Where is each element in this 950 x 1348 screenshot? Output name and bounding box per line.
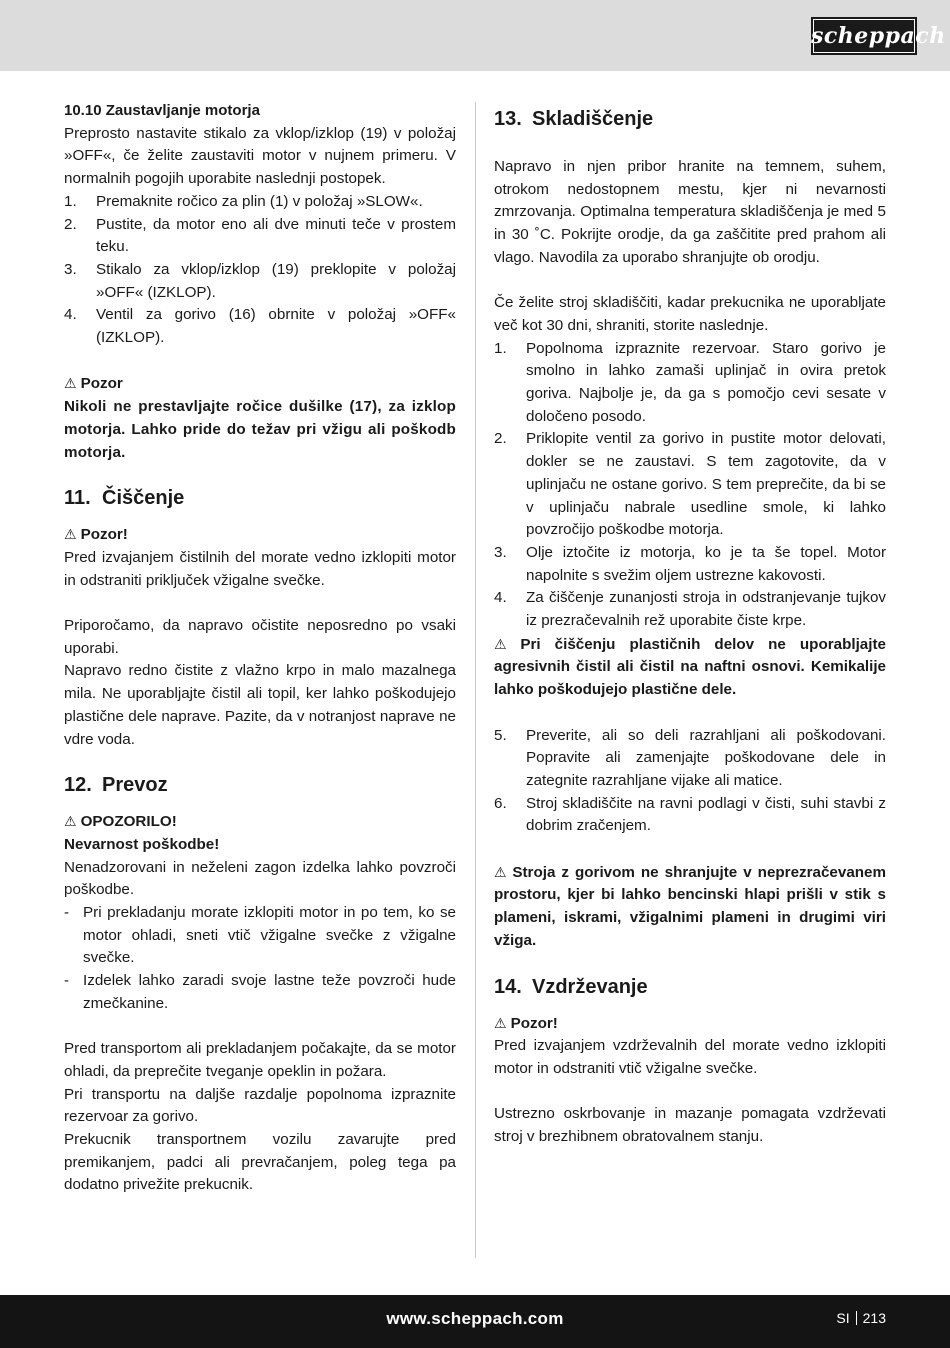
list-item xyxy=(494,793,886,838)
caution-heading xyxy=(64,372,456,396)
list-item xyxy=(494,587,886,632)
section-title: Skladiščenje xyxy=(532,108,654,130)
warning-heading xyxy=(64,810,456,834)
section-title: Vzdrževanje xyxy=(532,975,648,998)
brand-logo: scheppach xyxy=(811,17,917,55)
list-item xyxy=(64,304,456,349)
website-link[interactable]: www.scheppach.com xyxy=(386,1309,564,1328)
section-number: 14. xyxy=(494,975,522,998)
section-number: 12. xyxy=(64,774,92,797)
cleaning-paragraph-2: Napravo redno čistite z vlažno krpo in malo mazalnega mila. Ne uporabljajte čistil ali topil, ker lahko poškodujejo plastične dele naprave. Pazite, da v notranjost naprave ne vdre voda. xyxy=(64,662,456,748)
step-number: 2. xyxy=(494,430,507,448)
page-indicator xyxy=(836,1310,886,1326)
section-number: 11. xyxy=(64,487,91,510)
list-item xyxy=(64,259,456,304)
bullet-text: Pri prekladanju morate izklopiti motor in po tem, ko se motor ohladi, sneti vtič vžigalne svečke z vžigalne svečke. xyxy=(83,904,456,967)
warning-triangle-icon: ⚠ xyxy=(494,863,509,880)
warning-text: Pri čiščenju plastičnih delov ne uporabljajte agresivnih čistil ali čistil na naftni osnovi. Kemikalije lahko poškodujejo plastične dele. xyxy=(494,635,886,699)
list-item xyxy=(494,542,886,587)
bullet-dash: - xyxy=(64,972,70,990)
warning-triangle-icon: ⚠ xyxy=(494,1014,507,1031)
step-number: 1. xyxy=(494,339,507,357)
list-item xyxy=(64,191,456,214)
step-number: 6. xyxy=(494,794,507,812)
warning-triangle-icon: ⚠ xyxy=(64,526,77,543)
right-column xyxy=(494,106,886,1149)
step-number: 3. xyxy=(64,260,77,278)
list-item xyxy=(64,970,456,1015)
warning-title: OPOZORILO! xyxy=(80,813,177,831)
step-text: Stikalo za vklop/izklop (19) preklopite v položaj »OFF« (IZKLOP). xyxy=(96,260,456,301)
warning-text: Stroja z gorivom ne shranjujte v neprezračevanem prostoru, kjer bi lahko bencinski hlapi prišli v stik s plameni, iskrami, vžigalnimi plameni in drugimi viri vžiga. xyxy=(494,863,886,949)
storage-paragraph-2: Če želite stroj skladiščiti, kadar prekucnika ne uporabljate več kot 30 dni, shraniti, storite naslednje. xyxy=(494,294,886,334)
caution-heading xyxy=(494,1012,886,1036)
step-text: Ventil za gorivo (16) obrnite v položaj »OFF« (IZKLOP). xyxy=(96,306,456,347)
list-item xyxy=(494,725,886,793)
warning-triangle-icon: ⚠ xyxy=(64,813,77,830)
step-text: Za čiščenje zunanjosti stroja in odstranjevanje tujkov iz prezračevalnih rež uporabite čiste krpe. xyxy=(526,589,886,630)
fuel-storage-warning xyxy=(494,861,886,953)
step-number: 4. xyxy=(64,306,77,324)
step-number: 5. xyxy=(494,726,507,744)
step-number: 3. xyxy=(494,543,507,561)
section-10-10-title: 10.10 Zaustavljanje motorja xyxy=(64,102,260,119)
transport-paragraph-2: Pri transportu na daljše razdalje popolnoma izpraznite rezervoar za gorivo. xyxy=(64,1085,456,1126)
caution-title: Pozor xyxy=(80,375,123,393)
caution-heading xyxy=(64,523,456,547)
storage-paragraph-1: Napravo in njen pribor hranite na temnem, suhem, otrokom nedostopnem mestu, kjer ni nevarnosti zmrzovanja. Optimalna temperatura skladiščenja je med 5 in 30 ˚C. Pokrijte orodje, da ga zaščitite pred prahom ali vlago. Navodila za uporabo shranjujte ob orodju. xyxy=(494,158,886,266)
list-item xyxy=(494,428,886,542)
step-text: Preverite, ali so deli razrahljani ali poškodovani. Popravite ali zamenjajte poškodovane dele in zategnite razrahljane vijake ali matice. xyxy=(526,726,886,789)
list-item xyxy=(64,214,456,259)
left-column xyxy=(64,100,456,1197)
warning-triangle-icon: ⚠ xyxy=(494,635,517,652)
caution-text: Nikoli ne prestavljajte ročice dušilke (17), za izklop motorja. Lahko pride do težav pri vžigu ali poškodb motorja. xyxy=(64,398,456,461)
step-text: Priklopite ventil za gorivo in pustite motor delovati, dokler se ne zaustavi. S tem zagotovite, da v uplinjaču ne ostane gorivo. S tem preprečite, da bi se v uplinjaču nabrale usedline smole, ki lahko povzročijo poškodbe motorja. xyxy=(526,430,886,539)
storage-steps-list-2 xyxy=(494,725,886,839)
stop-steps-list xyxy=(64,191,456,350)
step-text: Stroj skladiščite na ravni podlagi v čisti, suhi stavbi z dobrim zračenjem. xyxy=(526,794,886,835)
step-text: Popolnoma izpraznite rezervoar. Staro gorivo je smolno in lahko zamaši uplinjač in ovira pretok goriva. Najbolje je, da ga s pomočjo cevi sesate v določeno posodo. xyxy=(526,339,886,425)
step-number: 4. xyxy=(494,589,507,607)
bullet-text: Izdelek lahko zaradi svoje lastne teže povzroči hude zmečkanine. xyxy=(83,972,456,1012)
section-10-10-intro: Preprosto nastavite stikalo za vklop/izklop (19) v položaj »OFF«, če želite zaustaviti motor v nujnem primeru. V normalnih pogojih uporabite naslednji postopek. xyxy=(64,124,456,188)
page-header xyxy=(0,0,950,71)
section-number: 13. xyxy=(494,108,522,130)
section-12-heading xyxy=(64,772,456,798)
list-item xyxy=(494,338,886,429)
column-divider xyxy=(475,102,476,1258)
step-number: 1. xyxy=(64,192,77,210)
caution-title: Pozor! xyxy=(80,526,128,544)
cleaning-paragraph-1: Priporočamo, da napravo očistite neposredno po vsaki uporabi. xyxy=(64,617,456,657)
plastic-cleaning-warning xyxy=(494,633,886,702)
maintenance-warning-text: Pred izvajanjem vzdrževalnih del morate vedno izklopiti motor in odstraniti vtič vžigalne svečke. xyxy=(494,1037,886,1077)
section-11-heading xyxy=(64,485,456,511)
warning-subtitle: Nevarnost poškodbe! xyxy=(64,835,220,853)
caution-title: Pozor! xyxy=(510,1014,558,1032)
cleaning-warning-text: Pred izvajanjem čistilnih del morate vedno izklopiti motor in odstraniti priključek vžigalne svečke. xyxy=(64,548,456,589)
section-title: Prevoz xyxy=(102,774,168,797)
maintenance-paragraph: Ustrezno oskrbovanje in mazanje pomagata vzdrževati stroj v brezhibnem obratovalnem stanju. xyxy=(494,1105,886,1146)
section-14-heading xyxy=(494,974,886,1000)
step-text: Pustite, da motor eno ali dve minuti teče v prostem teku. xyxy=(96,215,456,256)
section-13-heading xyxy=(494,106,886,132)
separator xyxy=(856,1311,857,1325)
transport-paragraph-1: Pred transportom ali prekladanjem počakajte, da se motor ohladi, da preprečite tveganje opeklin in požara. xyxy=(64,1040,456,1080)
page-footer xyxy=(0,1295,950,1348)
step-number: 2. xyxy=(64,215,77,233)
storage-steps-list xyxy=(494,338,886,633)
transport-paragraph-3: Prekucnik transportnem vozilu zavarujte pred premikanjem, padci ali prevračanjem, poleg tega pa dodatno privežite prekucnik. xyxy=(64,1131,456,1194)
bullet-dash: - xyxy=(64,904,70,922)
section-title: Čiščenje xyxy=(102,487,185,510)
language-code: SI xyxy=(836,1310,850,1326)
warning-text: Nenadzorovani in neželeni zagon izdelka lahko povzroči poškodbe. xyxy=(64,858,456,899)
page-number: 213 xyxy=(862,1310,886,1326)
list-item xyxy=(64,902,456,970)
warning-triangle-icon: ⚠ xyxy=(64,375,77,392)
step-text: Olje iztočite iz motorja, ko je ta še topel. Motor napolnite s svežim oljem ustrezne kakovosti. xyxy=(526,543,886,584)
transport-bullets xyxy=(64,902,456,1016)
step-text: Premaknite ročico za plin (1) v položaj »SLOW«. xyxy=(96,192,423,210)
